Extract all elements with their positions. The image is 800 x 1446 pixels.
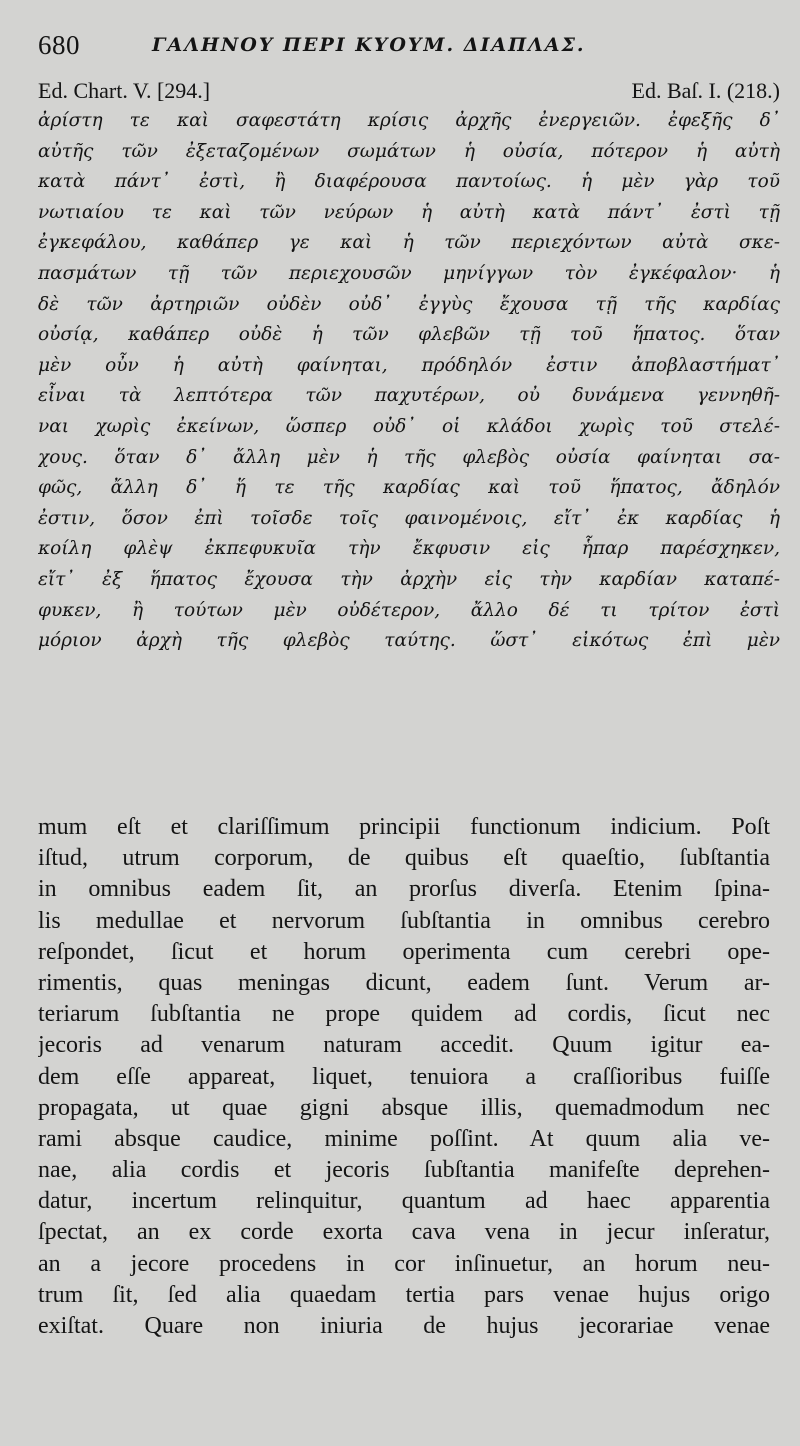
latin-line: iſtud, utrum corporum, de quibus eſt quaeſtio, ſubſtantia — [38, 845, 770, 872]
latin-line: rimentis, quas meningas dicunt, eadem ſunt. Verum ar- — [38, 969, 770, 996]
greek-line: αὐτῆς τῶν ἐξεταζομένων σωμάτων ἡ οὐσία, πότερον ἡ αὐτὴ — [38, 140, 780, 162]
latin-line: jecoris ad venarum naturam accedit. Quum igitur ea- — [38, 1032, 770, 1059]
page-number: 680 — [38, 30, 80, 60]
latin-line: lis medullae et nervorum ſubſtantia in omnibus cerebro — [38, 907, 770, 934]
latin-line: ſpectat, an ex corde exorta cava vena in jecur inſeratur, — [38, 1219, 770, 1246]
greek-line: ναι χωρὶς ἐκείνων, ὥσπερ οὐδ᾽ οἱ κλάδοι χωρὶς τοῦ στελέ- — [38, 415, 780, 437]
greek-line: χους. ὅταν δ᾽ ἄλλη μὲν ἡ τῆς φλεβὸς οὐσία φαίνηται σα- — [38, 446, 780, 468]
greek-line: ἐστιν, ὅσον ἐπὶ τοῖσδε τοῖς φαινομένοις, εἴτ᾽ ἐκ καρδίας ἡ — [38, 507, 780, 529]
greek-line: κοίλη φλὲψ ἐκπεφυκυῖα τὴν ἔκφυσιν εἰς ἧπαρ παρέσχηκεν, — [38, 538, 780, 560]
greek-line: μόριον ἀρχὴ τῆς φλεβὸς ταύτης. ὥστ᾽ εἰκότως ἐπὶ μὲν — [38, 630, 780, 652]
greek-line: ἐγκεφάλου, καθάπερ γε καὶ ἡ τῶν περιεχόντων αὐτὰ σκε- — [38, 232, 780, 254]
latin-text-block — [38, 812, 770, 1342]
greek-line: εἶναι τὰ λεπτότερα τῶν παχυτέρων, οὐ δυνάμενα γεννηθῆ- — [38, 385, 780, 407]
latin-line: an a jecore procedens in cor inſinuetur, an horum neu- — [38, 1250, 770, 1277]
page-header — [38, 28, 778, 68]
greek-line: φυκεν, ἢ τούτων μὲν οὐδέτερον, ἄλλο δέ τι τρίτον ἐστὶ — [38, 599, 780, 621]
greek-line: νωτιαίου τε καὶ τῶν νεύρων ἡ αὐτὴ κατὰ πάντ᾽ ἐστὶ τῇ — [38, 201, 780, 223]
greek-line: οὐσίᾳ, καθάπερ οὐδὲ ἡ τῶν φλεβῶν τῇ τοῦ ἥπατος. ὅταν — [38, 324, 780, 346]
latin-line: mum eſt et clariſſimum principii functionum indicium. Poſt — [38, 814, 770, 840]
running-title: ΓΑΛΗΝΟΥ ΠΕΡΙ ΚΥΟΥΜ. ΔΙΑΠΛΑΣ. — [152, 34, 586, 56]
latin-line: dem eſſe appareat, liquet, tenuiora a craſſioribus fuiſſe — [38, 1063, 770, 1090]
latin-line: propagata, ut quae gigni absque illis, quemadmodum nec — [38, 1094, 770, 1121]
latin-line: in omnibus eadem ſit, an prorſus diverſa. Etenim ſpina- — [38, 876, 770, 903]
greek-line: μὲν οὖν ἡ αὐτὴ φαίνηται, πρόδηλόν ἐστιν ἀποβλαστήματ᾽ — [38, 354, 780, 376]
edition-reference-right: Ed. Baſ. I. (218.) — [631, 78, 780, 103]
edition-reference — [38, 78, 780, 108]
greek-line: κατὰ πάντ᾽ ἐστὶ, ἢ διαφέρουσα παντοίως. ἡ μὲν γὰρ τοῦ — [38, 171, 780, 193]
edition-reference-left: Ed. Chart. V. [294.] — [38, 78, 211, 103]
latin-line: exiſtat. Quare non iniuria de hujus jecorariae venae — [38, 1313, 770, 1339]
greek-line: φῶς, ἄλλη δ᾽ ἥ τε τῆς καρδίας καὶ τοῦ ἥπατος, ἄδηλόν — [38, 477, 780, 499]
latin-line: rami absque caudice, minime poſſint. At quum alia ve- — [38, 1125, 770, 1152]
greek-line: πασμάτων τῇ τῶν περιεχουσῶν μηνίγγων τὸν ἐγκέφαλον· ἡ — [38, 262, 780, 284]
latin-line: trum ſit, ſed alia quaedam tertia pars venae hujus origo — [38, 1281, 770, 1308]
latin-line: nae, alia cordis et jecoris ſubſtantia manifeſte deprehen- — [38, 1157, 770, 1184]
latin-line: datur, incertum relinquitur, quantum ad haec apparentia — [38, 1188, 770, 1215]
greek-line: εἴτ᾽ ἐξ ἥπατος ἔχουσα τὴν ἀρχὴν εἰς τὴν καρδίαν καταπέ- — [38, 568, 780, 590]
greek-line: ἀρίστη τε καὶ σαφεστάτη κρίσις ἀρχῆς ἐνεργειῶν. ἐφεξῆς δ᾽ — [38, 110, 780, 131]
greek-line: δὲ τῶν ἀρτηριῶν οὐδὲν οὐδ᾽ ἐγγὺς ἔχουσα τῇ τῆς καρδίας — [38, 293, 780, 315]
latin-line: teriarum ſubſtantia ne prope quidem ad cordis, ſicut nec — [38, 1001, 770, 1028]
greek-text-block — [38, 106, 780, 657]
latin-line: reſpondet, ſicut et horum operimenta cum cerebri ope- — [38, 938, 770, 965]
